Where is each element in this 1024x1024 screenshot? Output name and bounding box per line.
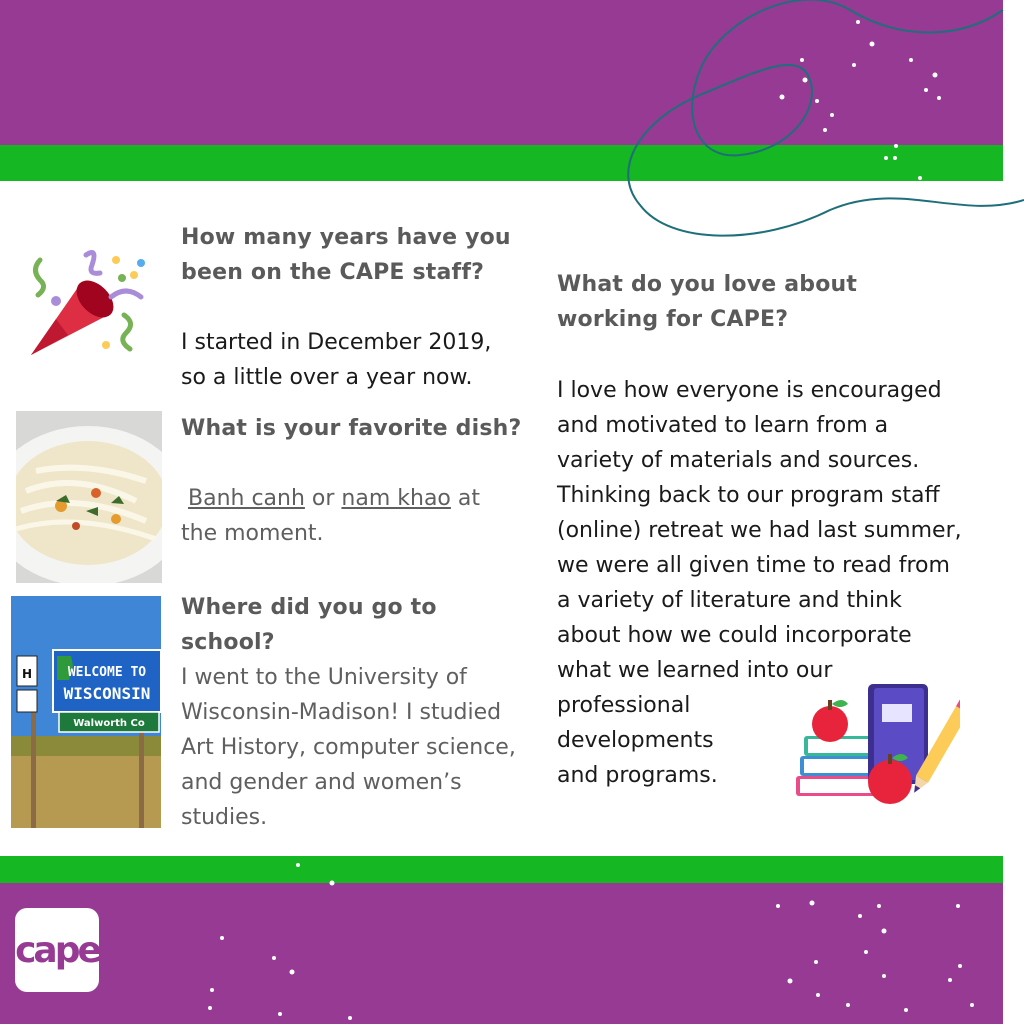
answer-line: professional	[557, 693, 691, 718]
question-line: been on the CAPE staff?	[181, 260, 485, 285]
answer-line: studies.	[181, 805, 268, 830]
answer-line: and programs.	[557, 763, 718, 788]
question-line: school?	[181, 630, 275, 655]
answer-line: we were all given time to read from	[557, 553, 950, 578]
answer-line: (online) retreat we had last summer,	[557, 518, 962, 543]
answer-line: about how we could incorporate	[557, 623, 912, 648]
cape-logo	[15, 908, 99, 992]
question-line: working for CAPE?	[557, 307, 789, 332]
sign-county-text: Walworth Co	[73, 718, 145, 729]
answer-line: I love how everyone is encouraged	[557, 378, 942, 403]
answer-line: the moment.	[181, 521, 324, 546]
answer-favorite-dish	[181, 481, 480, 551]
banh-canh-link[interactable]: Banh canh	[188, 486, 305, 511]
answer-years-on-staff	[181, 325, 491, 395]
answer-line: developments	[557, 728, 714, 753]
question-line: Where did you go to	[181, 595, 437, 620]
answer-line: so a little over a year now.	[181, 365, 473, 390]
noodle-soup-photo	[16, 411, 162, 583]
question-favorite-dish: What is your favorite dish?	[181, 416, 522, 441]
question-school	[181, 590, 437, 660]
question-love-about-cape	[557, 267, 857, 337]
party-popper-icon	[26, 245, 151, 365]
question-line: How many years have you	[181, 225, 511, 250]
cape-logo-text: cape	[15, 929, 99, 971]
question-years-on-staff	[181, 220, 511, 290]
top-green-stripe	[0, 145, 1003, 181]
answer-line: I started in December 2019,	[181, 330, 492, 355]
svg-text:H: H	[21, 667, 33, 681]
sign-state-text: WISCONSIN	[63, 684, 151, 703]
answer-line: I went to the University of	[181, 665, 467, 690]
answer-line: and gender and women’s	[181, 770, 462, 795]
sign-welcome-text: WELCOME TO	[67, 665, 147, 680]
answer-line: variety of materials and sources.	[557, 448, 920, 473]
answer-line: Thinking back to our program staff	[557, 483, 940, 508]
answer-line: what we learned into our	[557, 658, 833, 683]
top-purple-band	[0, 0, 1003, 145]
welcome-to-wisconsin-photo	[11, 596, 161, 828]
nam-khao-link[interactable]: nam khao	[341, 486, 451, 511]
answer-line: Art History, computer science,	[181, 735, 516, 760]
or-text: or	[304, 486, 342, 511]
bottom-green-stripe	[0, 856, 1003, 883]
books-apples-pencil-icon	[790, 680, 960, 810]
answer-line: Wisconsin-Madison! I studied	[181, 700, 502, 725]
answer-line: a variety of literature and think	[557, 588, 902, 613]
at-text: at	[450, 486, 481, 511]
answer-line	[181, 481, 480, 516]
bottom-purple-band	[0, 883, 1003, 1024]
question-line: What do you love about	[557, 272, 858, 297]
answer-line: and motivated to learn from a	[557, 413, 889, 438]
answer-school	[181, 660, 516, 835]
